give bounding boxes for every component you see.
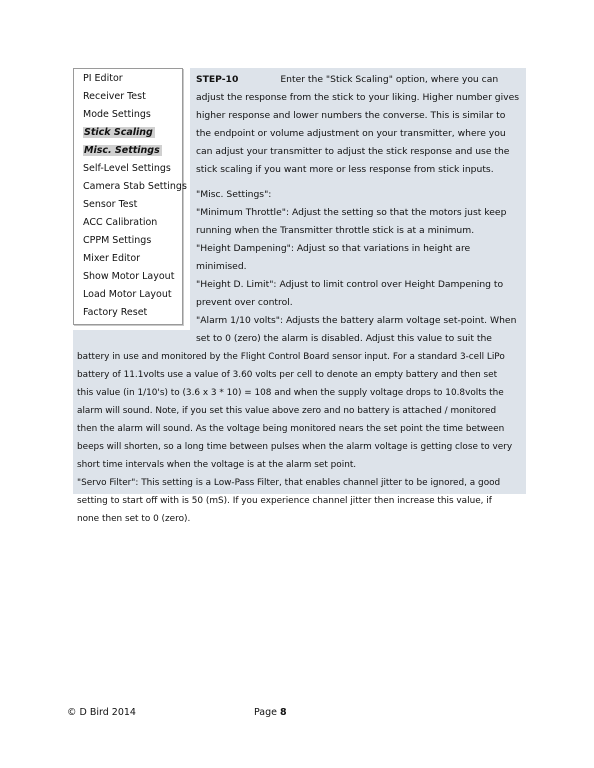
body-line: then the alarm will sound. As the voltage being monitored nears the set point the time between [77,424,505,434]
page-label: Page [254,707,277,718]
body-line: prevent over control. [196,297,293,308]
body-line: "Alarm 1/10 volts": Adjusts the battery alarm voltage set-point. When [196,315,517,326]
menu-item-show-motor-layout: Show Motor Layout [83,271,175,282]
menu-item-stick-scaling: Stick Scaling [84,127,153,138]
step-heading-line [196,74,498,86]
footer-copyright: © D Bird 2014 [67,707,136,718]
body-line: running when the Transmitter throttle stick is at a minimum. [196,225,475,236]
body-line: stick scaling if you want more or less response from stick inputs. [196,164,494,175]
menu-item-receiver-test: Receiver Test [83,91,146,102]
step-label: STEP-10 [196,74,239,85]
body-line: higher response and lower numbers the converse. This is similar to [196,110,506,121]
body-line: setting to start off with is 50 (mS). If you experience channel jitter then increase this value, if [77,496,492,506]
menu-item-camera-stab-settings: Camera Stab Settings [83,181,187,192]
body-line: beeps will shorten, so a long time between pulses when the alarm voltage is getting close to very [77,442,513,452]
menu-item-mode-settings: Mode Settings [83,109,151,120]
body-line: battery in use and monitored by the Flight Control Board sensor input. For a standard 3-cell LiPo [77,352,505,362]
body-line: the endpoint or volume adjustment on your transmitter, where you [196,128,506,139]
menu-item-mixer-editor: Mixer Editor [83,253,141,264]
body-line: adjust the response from the stick to your liking. Higher number gives [196,92,520,103]
body-line: alarm will sound. Note, if you set this value above zero and no battery is attached / monitored [77,406,497,416]
menu-item-acc-calibration: ACC Calibration [83,217,158,228]
menu-item-misc-settings: Misc. Settings [84,145,160,156]
menu-item-sensor-test: Sensor Test [83,199,138,210]
body-line: "Servo Filter": This setting is a Low-Pass Filter, that enables channel jitter to be ignored, a good [77,478,501,488]
menu-item-load-motor-layout: Load Motor Layout [83,289,172,300]
step-intro: Enter the "Stick Scaling" option, where you can [280,74,499,85]
menu-item-pi-editor: PI Editor [83,73,123,84]
menu-item-factory-reset: Factory Reset [83,307,148,318]
body-line: short time intervals when the voltage is at the alarm set point. [77,460,357,470]
body-line: none then set to 0 (zero). [77,514,191,524]
body-line: can adjust your transmitter to adjust the stick response and use the [196,146,510,157]
body-line: minimised. [196,261,247,272]
body-line: "Height Dampening": Adjust so that variations in height are [196,243,471,254]
body-line: set to 0 (zero) the alarm is disabled. Adjust this value to suit the [196,333,492,344]
page-number: 8 [280,707,287,718]
body-line: "Height D. Limit": Adjust to limit control over Height Dampening to [196,279,504,290]
body-line: battery of 11.1volts use a value of 3.60 volts per cell to denote an empty battery and then set [77,370,498,380]
footer-page [254,707,287,719]
menu-item-self-level-settings: Self-Level Settings [83,163,171,174]
settings-menu [73,68,187,325]
body-line: "Minimum Throttle": Adjust the setting so that the motors just keep [196,207,507,218]
misc-settings-heading: "Misc. Settings": [196,189,272,200]
body-line: this value (in 1/10's) to (3.6 x 3 * 10) = 108 and when the supply voltage drops to 10.8volts the [77,388,504,398]
menu-item-cppm-settings: CPPM Settings [83,235,152,246]
